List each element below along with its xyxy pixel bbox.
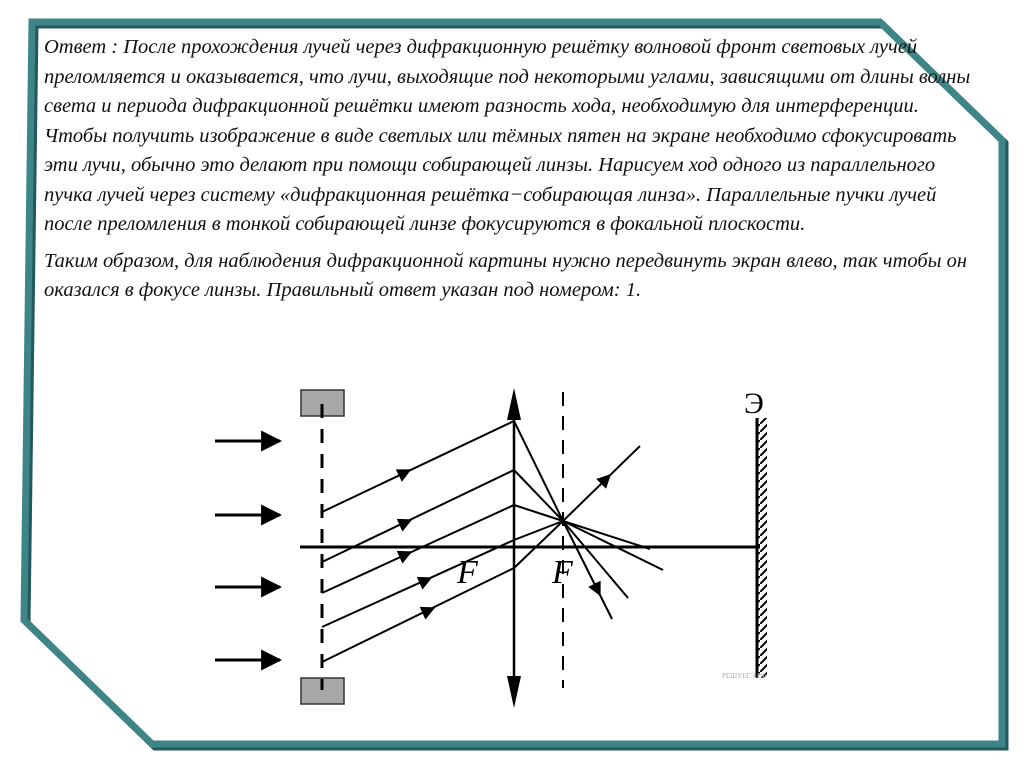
screen-label: Э (744, 387, 764, 420)
incident-arrows (215, 441, 280, 660)
ray-arrowhead (594, 583, 600, 595)
ray-arrowhead (600, 475, 610, 485)
lens-arrow-top (507, 388, 521, 420)
lens-arrow-bottom (507, 676, 521, 708)
screen (744, 387, 767, 678)
ray-arrowhead (420, 578, 431, 583)
conclusion-paragraph: Таким образом, для наблюдения дифракционной картины нужно передвинуть экран влево, так чтобы он оказался в фокусе линзы. Правильный ответ указан под номером: 1. (44, 249, 968, 301)
answer-paragraph: Ответ : После прохождения лучей через дифракционную решётку волновой фронт световых лучей преломляется и оказывается, что лучи, выходящие под некоторыми углами, зависящими от длины волны света и периода дифракционной решётки имеют разность хода, необходимую для интерференции. Чтобы получить изображение в виде светлых или тёмных пятен на экране необходимо сфокусировать эти лучи, обычно это делают при помощи собирающей линзы. Нарисуем ход одного из параллельного пучка лучей через систему «дифракционная решётка−собирающая линза». Параллельные пучки лучей после преломления в тонкой собирающей линзе фокусируются в фокальной плоскости. (44, 36, 971, 235)
ray-arrowhead (400, 552, 411, 557)
focus-label-right: F (552, 554, 573, 591)
diffracted-ray (322, 521, 563, 662)
watermark: РЕШУЕГЭ.РФ (722, 672, 767, 680)
ray-arrowhead (400, 470, 410, 475)
ray-arrowheads (400, 470, 610, 613)
diffracted-ray (322, 421, 563, 521)
focus-label-left: F (457, 554, 478, 591)
screen-hatching (758, 418, 767, 678)
ray-arrowhead (400, 520, 411, 525)
diffracted-ray (322, 505, 563, 593)
diffracted-rays (322, 421, 663, 662)
